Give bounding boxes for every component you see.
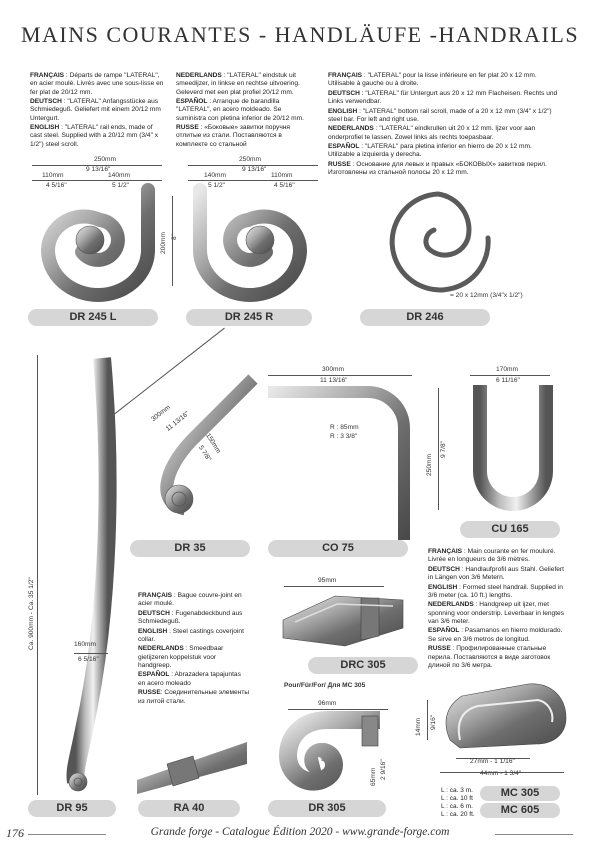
dr35-label: DR 35: [130, 540, 250, 557]
dr245l-total: 250mm: [94, 156, 116, 163]
desc-line: ENGLISH : "LATERAL" rail ends, made of cast steel. Supplied with a 20/12 mm (3/4" x 1/2") steel scroll.: [30, 124, 159, 148]
cu165-width-in: 6 11/16": [496, 377, 520, 384]
dim-line: [268, 375, 412, 376]
dim-line: [188, 180, 318, 181]
dim-line: [427, 700, 428, 740]
footer-text: Grande forge - Catalogue Édition 2020 - www.grande-forge.com: [150, 826, 450, 838]
mc305-label: MC 305: [480, 786, 560, 801]
dr245l-h: 200mm: [160, 232, 167, 254]
ra40-description: [138, 592, 250, 707]
length-6m: L : ca. 6 m.: [441, 803, 473, 810]
desc-line: ENGLISH : Steel castings coverjoint collar.: [138, 627, 244, 643]
desc-line: FRANÇAIS : Bague couvre-joint en acier moulé.: [138, 592, 242, 608]
mc-description: [428, 548, 570, 671]
dr245l-a-in: 4 5/16": [46, 182, 67, 189]
dr35-a-in: 11 13/16": [164, 410, 191, 433]
cu165-height-in: 9 7/8": [440, 440, 447, 458]
co75-radius: R : 85mm: [330, 424, 359, 431]
desc-line: ENGLISH : "LATERAL" bottom rail scroll, made of a 20 x 12 mm (3/4" x 1/2") steel bar. For left and right use.: [328, 107, 552, 123]
dr245r-b: 110mm: [271, 172, 293, 179]
dr305-image: [280, 716, 400, 796]
desc-line: FRANÇAIS : Main courante en fer mouluré. Livrée en longueurs de 3/6 mètres.: [428, 548, 556, 564]
length-3m: L : ca. 3 m.: [441, 787, 473, 794]
dr245l-a: 110mm: [42, 172, 64, 179]
length-20ft: L : ca. 20 ft.: [441, 811, 475, 818]
desc-line: NEDERLANDS : "LATERAL" eindkrullen uit 20 x 12 mm. Ijzer voor aan onderprofiel te lassen. Zowel links als rechts toepasbaar.: [328, 125, 536, 141]
desc-line: ESPAÑOL : "LATERAL" para pletina inferior en hierro de 20 x 12 mm. Utilizable a izquierda y derecha.: [328, 143, 532, 159]
dr305-height: 65mm: [370, 767, 377, 786]
dr35-a: 300mm: [150, 403, 172, 424]
dr245r-image: [186, 190, 326, 300]
page-number: 176: [6, 826, 24, 840]
cu165-label: CU 165: [460, 521, 560, 538]
desc-line: NEDERLANDS : "LATERAL" eindstuk uit smeedijzer, in linkse en rechtse uitvoering. Geleverd met een plat profiel 20/12 mm.: [176, 72, 300, 96]
desc-line: ESPAÑOL : Arranque de barandilla "LATERAL", en acero moldeado. Se suministra con pletina inferior de 20/12 mm.: [176, 98, 304, 122]
dr95-height: Ca. 900mm - Ca. 35 1/2": [28, 577, 35, 650]
dr95-label: DR 95: [28, 800, 116, 817]
dr35-b: 150mm: [204, 432, 222, 455]
dim-line: [37, 355, 38, 795]
desc-line: ESPAÑOL : Pasamanos en hierro moldurado. Se sirve en 3/6 metros de longitud.: [428, 627, 563, 643]
co75-width: 300mm: [322, 366, 344, 373]
top-left-description: [30, 72, 166, 150]
dr35-image: [145, 375, 265, 535]
drc305-width: 95mm: [318, 577, 337, 584]
cu165-height: 250mm: [426, 454, 433, 476]
dim-line: [172, 196, 173, 286]
co75-label: CO 75: [268, 540, 408, 557]
desc-line: RUSSE : Основание для левых и правых «БОКОВЫХ» завитков перил. Изготовлены из стальной полосы 20 x 12 mm.: [328, 160, 547, 177]
desc-line: FRANÇAIS : Départs de rampe "LATERAL", en acier moulé. Livrés avec une sous-lisse en fer plat de 20/12 mm.: [30, 72, 164, 96]
dr245r-b-in: 4 5/16": [274, 182, 295, 189]
dr305-for: Pour/Für/For/ Для MC 305: [284, 682, 366, 689]
mc-height-in: 9/16": [430, 714, 437, 730]
dr245r-a: 140mm: [204, 172, 226, 179]
dr245l-b-in: 5 1/2": [112, 182, 130, 189]
desc-line: DEUTSCH : Handlaufprofil aus Stahl. Geliefert in Längen von 3/6 Metern.: [428, 565, 564, 582]
dim-line: [32, 180, 162, 181]
dr95-width: 160mm: [74, 641, 96, 648]
dr305-label: DR 305: [268, 800, 386, 817]
mc-width-b: 44mm - 1 3/4": [480, 770, 522, 777]
desc-line: NEDERLANDS : Handgreep uit ijzer, met sponning voor onderstrip. Leverbaar in lengtes van 3/6 meter.: [428, 601, 564, 625]
co75-radius-in: R : 3 3/8": [330, 433, 358, 440]
dr245r-a-in: 5 1/2": [208, 182, 226, 189]
dim-line: [74, 653, 108, 654]
desc-line: NEDERLANDS : Smeedbaar gietijzeren koppelstuk voor handgreep.: [138, 645, 224, 669]
dr95-image: [44, 350, 114, 800]
dr245l-image: [30, 190, 170, 300]
dr245r-label: DR 245 R: [186, 309, 312, 326]
cu165-image: [468, 385, 558, 515]
desc-line: ENGLISH : Formed steel handrail. Supplied in 3/6 meter (ca. 10 ft.) lengths.: [428, 583, 563, 599]
dr95-width-in: 6 5/16": [78, 656, 99, 663]
dr245r-total: 250mm: [239, 156, 261, 163]
desc-line: DEUTSCH : Fugenabdeckbund aus Schmiedeguß.: [138, 609, 243, 626]
mc-width-a: 27mm - 1 1/16": [470, 758, 515, 765]
dim-line: [470, 375, 550, 376]
dim-line: [288, 709, 388, 710]
length-10ft: L : ca. 10 ft: [441, 795, 473, 802]
top-mid-description: [176, 72, 312, 150]
ra40-image: [137, 730, 247, 795]
dim-line: [438, 388, 439, 510]
dr246-bar-size: = 20 x 12mm (3/4"x 1/2"): [450, 292, 523, 299]
desc-line: RUSSE: Соединительные элементы из литой стали.: [138, 689, 250, 705]
drc305-image: [275, 590, 415, 650]
co75-image: [268, 382, 418, 542]
dr245l-h-in: 8": [171, 233, 178, 240]
top-right-description: [328, 72, 560, 179]
dr305-width-in: 3 3/4": [324, 711, 342, 718]
desc-line: RUSSE : «Боковые» завитки поручня отлитые из стали. Поставляются в комплекте со стальной: [176, 124, 290, 148]
dr245l-b: 140mm: [108, 172, 130, 179]
desc-line: DEUTSCH : "LATERAL" Anfangsstücke aus Schmiedeguß. Geliefert mit einem 20/12 mm Untergurt.: [30, 98, 161, 122]
dr305-width: 96mm: [318, 700, 337, 707]
desc-line: FRANÇAIS : "LATERAL" pour la lisse inférieure en fer plat 20 x 12 mm. Utilisable à gauche ou à droite.: [328, 72, 537, 88]
dr246-image: [388, 188, 498, 298]
dim-line: [284, 586, 384, 587]
mc605-label: MC 605: [480, 803, 560, 818]
dr245l-label: DR 245 L: [28, 309, 158, 326]
desc-line: RUSSE : Профилированные стальные перила. Поставляются в виде заготовок длиной по 3/6 метра.: [428, 645, 551, 669]
mc-image: [440, 682, 572, 756]
cu165-width: 170mm: [496, 366, 518, 373]
ra40-label: RA 40: [138, 800, 240, 817]
desc-line: DEUTSCH : "LATERAL" für Untergurt aus 20 x 12 mm Flacheisen. Rechts und Links verwendbar.: [328, 89, 558, 106]
dr245r-mid: 9 13/16": [242, 166, 267, 173]
drc305-label: DRC 305: [308, 657, 418, 674]
dr245l-mid: 9 13/16": [86, 166, 111, 173]
desc-line: ESPAÑOL : Abrazadera tapajuntas en acero moleado: [138, 671, 241, 687]
dr35-b-in: 5 7/8": [197, 444, 212, 463]
page-title: MAINS COURANTES - HANDLÄUFE -HANDRAILS: [20, 22, 580, 47]
dr305-height-in: 2 9/16": [380, 759, 387, 780]
co75-width-in: 11 13/16": [320, 377, 348, 384]
dr246-label: DR 246: [360, 309, 490, 326]
mc-height: 14mm: [415, 717, 422, 736]
